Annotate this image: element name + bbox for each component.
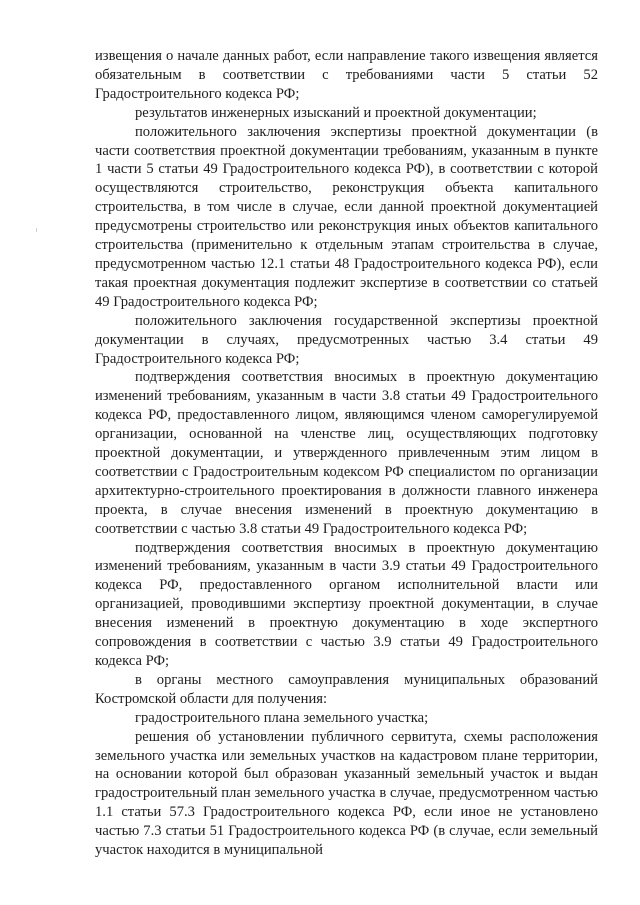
paragraph-changes-confirmation-3-8: подтверждения соответствия вносимых в проектную документацию изменений требованиям, указанным в части 3.8 статьи 49 Градостроительного кодекса РФ, предоставленного лицом, являющимся членом саморегулируемой организации, основанной на членстве лиц, осуществляющих подготовку проектной документации, и утвержденного привлеченным этим лицом в соответствии с Градостроительным кодексом РФ специалистом по организации архитектурно-строительного проектирования в должности главного инженера проекта, в случае внесения изменений в проектную документацию в соответствии с частью 3.8 статьи 49 Градостроительного кодекса РФ;	[95, 369, 598, 537]
paragraph-state-expertise: положительного заключения государственной экспертизы проектной документации в случаях, предусмотренных частью 3.4 статьи 49 Градостроительного кодекса РФ;	[95, 312, 598, 367]
paragraph-public-easement: решения об установлении публичного сервитута, схемы расположения земельного участка или земельных участков на кадастровом плане территории, на основании которой был образован указанный земельный участок и выдан градостроительный план земельного участка в случае, предусмотренном частью 1.1 статьи 57.3 Градостроительного кодекса РФ, если иное не установлено частью 7.3 статьи 51 Градостроительного кодекса РФ (в случае, если земельный участок находится в муниципальной	[95, 728, 598, 859]
paragraph-notice-continuation: извещения о начале данных работ, если направление такого извещения является обязательным в соответствии с требованиями части 5 статьи 52 Градостроительного кодекса РФ;	[95, 48, 598, 102]
paragraph-local-authorities: в органы местного самоуправления муниципальных образований Костромской области для получения:	[95, 671, 598, 707]
paragraph-expertise-conclusion: положительного заключения экспертизы проектной документации (в части соответствия проектной документации требованиям, указанным в пункте 1 части 5 статьи 49 Градостроительного кодекса РФ), в соответствии с которой осуществляются строительство, реконструкция объекта капитального строительства, в том числе в случае, если данной проектной документацией предусмотрены строительство или реконструкция иных объектов капитального строительства (применительно к отдельным этапам строительства в случае, предусмотренном частью 12.1 статьи 48 Градостроительного кодекса РФ), если такая проектная документация подлежит экспертизе в соответствии со статьей 49 Градостроительного кодекса РФ;	[95, 123, 598, 310]
paragraph-changes-confirmation-3-9: подтверждения соответствия вносимых в проектную документацию изменений требованиям, указанным в части 3.9 статьи 49 Градостроительного кодекса РФ, предоставленного органом исполнительной власти или организацией, проводившими экспертизу проектной документации, в случае внесения изменений в проектную документацию в ходе экспертного сопровождения в соответствии с частью 3.9 статьи 49 Градостроительного кодекса РФ;	[95, 539, 598, 669]
paragraph-survey-results: результатов инженерных изысканий и проектной документации;	[135, 104, 537, 121]
scan-margin-mark	[36, 228, 37, 232]
document-text-body	[95, 47, 598, 860]
paragraph-urban-plan: градостроительного плана земельного участка;	[135, 709, 429, 726]
